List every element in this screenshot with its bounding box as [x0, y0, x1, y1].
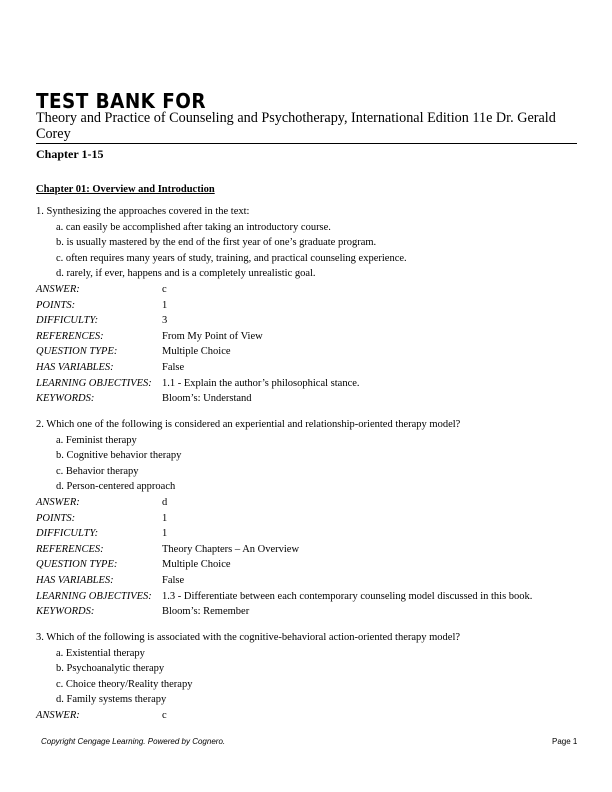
question-stem: 3. Which of the following is associated with the cognitive-behavioral action-oriented therapy model?	[36, 632, 461, 643]
meta-question-type	[36, 344, 581, 360]
meta-key: ANSWER:	[36, 283, 80, 295]
chapter-heading: Chapter 01: Overview and Introduction	[36, 184, 215, 195]
meta-value: Bloom’s: Understand	[162, 393, 252, 405]
answer-option: b. Psychoanalytic therapy	[56, 663, 165, 675]
meta-value: 1	[162, 528, 168, 540]
meta-keywords	[36, 391, 581, 407]
meta-key: ANSWER:	[36, 709, 80, 721]
meta-value: False	[162, 361, 185, 373]
answer-option: a. can easily be accomplished after taking an introductory course.	[56, 221, 331, 233]
answer-option: a. Feminist therapy	[56, 434, 137, 446]
meta-key: DIFFICULTY:	[36, 528, 99, 540]
meta-key: POINTS:	[36, 299, 76, 311]
meta-answer	[36, 282, 581, 298]
meta-references	[36, 542, 581, 558]
meta-answer	[36, 708, 581, 724]
meta-has-variables	[36, 360, 581, 376]
meta-value: 1	[162, 512, 168, 524]
question-3	[36, 630, 581, 724]
meta-value: Theory Chapters – An Overview	[162, 543, 300, 555]
meta-value: c	[162, 709, 167, 721]
book-title: Theory and Practice of Counseling and Psychotherapy, International Edition 11e Dr. Gerald Corey	[36, 110, 556, 142]
header-divider	[36, 143, 577, 144]
answer-option: c. Behavior therapy	[56, 465, 139, 477]
meta-value: From My Point of View	[162, 330, 263, 342]
meta-key: POINTS:	[36, 512, 76, 524]
answer-option: c. Choice theory/Reality therapy	[56, 678, 193, 690]
meta-learning-objectives	[36, 589, 581, 605]
footer-page-number: Page 1	[552, 737, 578, 746]
answer-option: d. Family systems therapy	[56, 694, 167, 706]
meta-value: Multiple Choice	[162, 346, 231, 358]
meta-key: REFERENCES:	[36, 543, 104, 555]
test-bank-title: TEST BANK FOR	[36, 89, 207, 113]
meta-value: 3	[162, 315, 168, 327]
meta-key: KEYWORDS:	[36, 606, 95, 618]
meta-key: QUESTION TYPE:	[36, 559, 118, 571]
meta-points	[36, 511, 581, 527]
question-1	[36, 204, 581, 407]
meta-question-type	[36, 557, 581, 573]
meta-key: HAS VARIABLES:	[36, 361, 114, 373]
question-stem: 1. Synthesizing the approaches covered in the text:	[36, 206, 250, 217]
meta-points	[36, 298, 581, 314]
meta-value: False	[162, 574, 185, 586]
meta-value: d	[162, 496, 168, 508]
meta-value: Bloom’s: Remember	[162, 606, 250, 618]
answer-option: d. Person-centered approach	[56, 481, 176, 493]
footer-copyright: Copyright Cengage Learning. Powered by Cognero.	[41, 737, 226, 746]
question-2	[36, 417, 581, 620]
meta-key: LEARNING OBJECTIVES:	[36, 377, 152, 389]
answer-option: b. is usually mastered by the end of the first year of one’s graduate program.	[56, 237, 377, 249]
meta-key: ANSWER:	[36, 496, 80, 508]
meta-references	[36, 329, 581, 345]
answer-option: d. rarely, if ever, happens and is a completely unrealistic goal.	[56, 268, 316, 280]
meta-value: c	[162, 283, 167, 295]
meta-key: QUESTION TYPE:	[36, 346, 118, 358]
meta-value: 1.1 - Explain the author’s philosophical stance.	[162, 377, 360, 389]
answer-option: c. often requires many years of study, training, and practical counseling experience.	[56, 252, 407, 264]
meta-value: Multiple Choice	[162, 559, 231, 571]
meta-answer	[36, 495, 581, 511]
meta-keywords	[36, 604, 581, 620]
chapter-range: Chapter 1-15	[36, 147, 104, 161]
meta-key: KEYWORDS:	[36, 393, 95, 405]
answer-option: b. Cognitive behavior therapy	[56, 450, 182, 462]
answer-option: a. Existential therapy	[56, 647, 145, 659]
meta-difficulty	[36, 313, 581, 329]
meta-key: HAS VARIABLES:	[36, 574, 114, 586]
meta-key: DIFFICULTY:	[36, 315, 99, 327]
meta-difficulty	[36, 526, 581, 542]
meta-key: REFERENCES:	[36, 330, 104, 342]
meta-value: 1	[162, 299, 168, 311]
meta-learning-objectives	[36, 376, 581, 392]
meta-key: LEARNING OBJECTIVES:	[36, 590, 152, 602]
meta-has-variables	[36, 573, 581, 589]
meta-value: 1.3 - Differentiate between each contemporary counseling model discussed in this book.	[162, 590, 533, 602]
question-stem: 2. Which one of the following is considered an experiential and relationship-oriented therapy model?	[36, 419, 461, 430]
